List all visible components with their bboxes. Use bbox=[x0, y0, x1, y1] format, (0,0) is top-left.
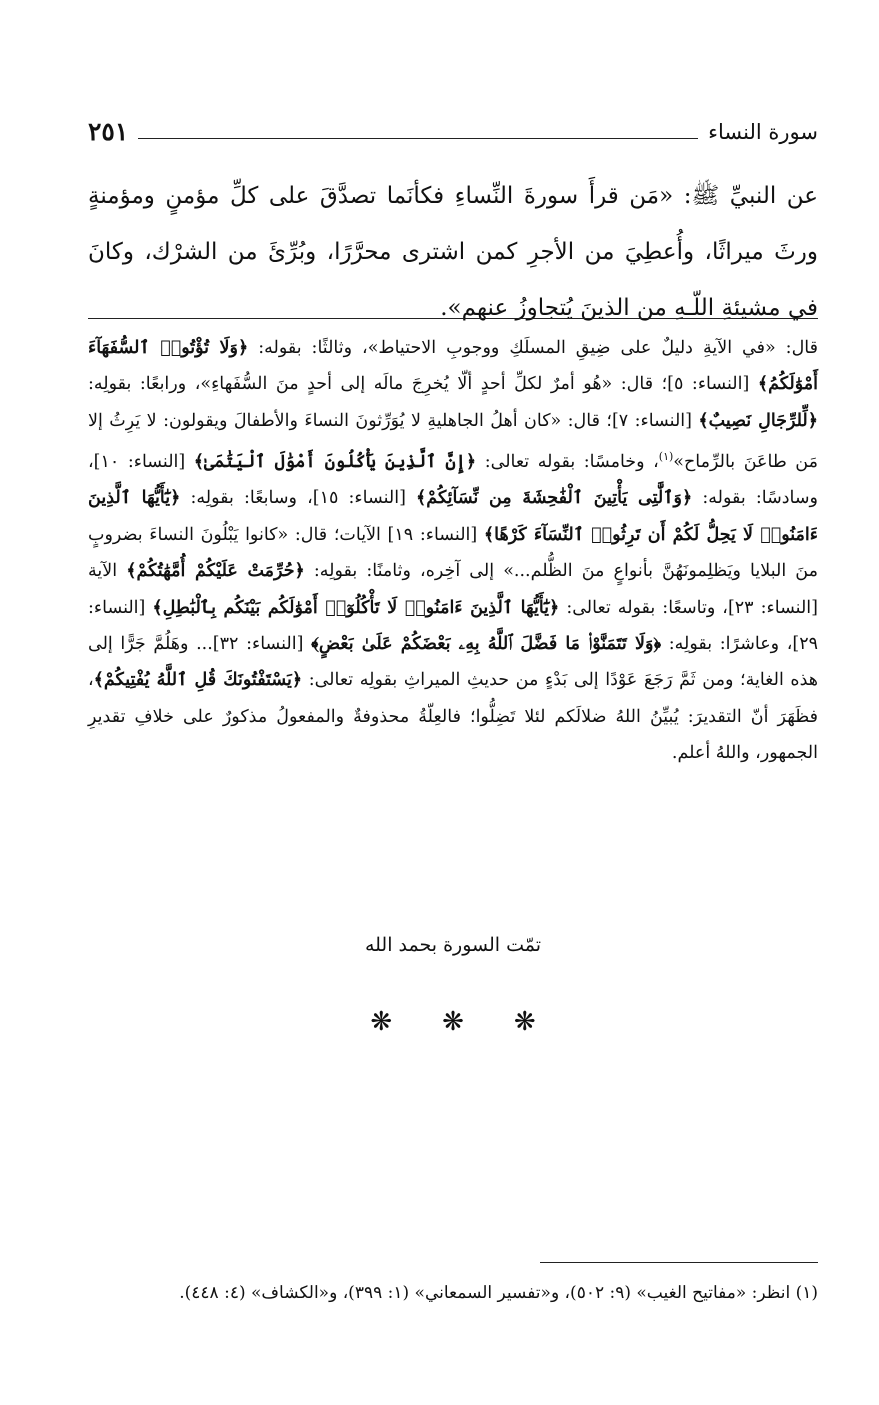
footnote-divider bbox=[540, 1262, 818, 1263]
running-header bbox=[88, 112, 818, 146]
quran-quote: ﴿يَٰٓأَيُّهَا ٱلَّذِينَ ءَامَنُوا۟ لَا يَحِلُّ لَكُمْ أَن تَرِثُوا۟ ٱلنِّسَآءَ كَرْهًا﴾ bbox=[88, 488, 818, 545]
commentary-text: [النساء: ١٥]، وسابعًا: بقولِه: bbox=[180, 488, 417, 509]
quran-quote: ﴿وَلَا تُؤْتُوا۟ ٱلسُّفَهَآءَ أَمْوَٰلَكُمُ﴾ bbox=[88, 338, 819, 395]
hadith-block bbox=[88, 168, 818, 336]
quran-quote: ﴿وَٱلَّٰتِى يَأْتِينَ ٱلْفَٰحِشَةَ مِن نِّسَآئِكُمْ﴾ bbox=[416, 488, 693, 509]
quran-quote: ﴿يَٰٓأَيُّهَا ٱلَّذِينَ ءَامَنُوا۟ لَا تَأْكُلُوٓا۟ أَمْوَٰلَكُم بَيْنَكُم بِٱلْبَٰطِلِ﴾ bbox=[152, 597, 560, 618]
commentary-text: ، فظَهَرَ أنّ التقديرَ: يُبيِّنُ اللهُ ضلالَكم لئلا تَضِلُّوا؛ فالعِلّةُ محذوفةٌ والمفعولُ مذكورٌ على خلافِ تقديرِ الجمهور، واللهُ أعلم. bbox=[88, 670, 818, 764]
commentary-text: [النساء: ١٩] الآيات؛ قال: «كانوا يَبْلُونَ النساءَ بضروبٍ منَ البلايا ويَظلِمونَهُنَّ بأنواعٍ منَ الظُّلم...» إلى آخِره، وثامنًا: بقولِه: bbox=[88, 524, 818, 582]
quran-quote: ﴿إِنَّ ٱلَّذِينَ يَأْكُلُونَ أَمْوَٰلَ ٱلْيَتَٰمَىٰ﴾ bbox=[193, 452, 477, 473]
hadith-divider bbox=[88, 318, 818, 319]
commentary-text: [النساء: ٣٢]... وهَلُمَّ جَرًّا إلى هذه الغاية؛ ومن ثَمَّ رَجَعَ عَوْدًا إلى بَدْءٍ من حديثِ الميراثِ بقولِه تعالى: bbox=[88, 634, 818, 691]
quran-quote: ﴿لِّلرِّجَالِ نَصِيبٌ﴾ bbox=[698, 410, 818, 431]
surah-closing: تمّت السورة بحمد الله bbox=[364, 934, 542, 956]
commentary-block bbox=[88, 330, 818, 772]
commentary-text: [النساء: ٧]؛ قال: «كان أهلُ الجاهليةِ لا يُوَرِّثونَ النساءَ والأطفالَ ويقولون: لا يَرِثُ إلا مَن طاعَنَ بالرِّماح» bbox=[88, 410, 818, 473]
commentary-text: قال: «في الآيةِ دليلٌ على ضِيقِ المسلَكِ ووجوبِ الاحتياط»، وثالثًا: بقوله: bbox=[248, 338, 818, 358]
surah-title: سورة النساء bbox=[708, 120, 818, 144]
section-end-ornament: ❋❋❋ bbox=[370, 1007, 586, 1037]
commentary-text: ، وخامسًا: بقوله تعالى: bbox=[476, 452, 659, 473]
footnote-marker: (١) bbox=[658, 450, 674, 464]
quran-quote: ﴿وَلَا تَتَمَنَّوْا۟ مَا فَضَّلَ ٱللَّهُ بِهِۦ بَعْضَكُمْ عَلَىٰ بَعْضٍ﴾ bbox=[311, 634, 662, 655]
commentary-text: [النساء: ٢٩]، وعاشرًا: بقولِه: bbox=[88, 597, 818, 655]
quran-quote: ﴿حُرِّمَتْ عَلَيْكُمْ أُمَّهَٰتُكُمْ﴾ bbox=[126, 561, 305, 582]
commentary-text: [النساء: ١٠]، وسادسًا: بقوله: bbox=[88, 452, 818, 509]
header-rule bbox=[138, 138, 698, 139]
hadith-text: عن النبيِّ ﷺ: «مَن قرأَ سورةَ النِّساءِ فكأنَما تصدَّقَ على كلِّ مؤمنٍ ومؤمنةٍ ورثَ ميراثًا، وأُعطِيَ من الأجرِ كمن اشترى محرَّرًا، وبُرِّئَ من الشرْك، وكانَ في مشيئةِ اللّـهِ من الذينَ يُتجاوزُ عنهم». bbox=[88, 183, 818, 321]
footnote: (١) انظر: «مفاتيح الغيب» (٩: ٥٠٢)، و«تفسير السمعاني» (١: ٣٩٩)، و«الكشاف» (٤: ٤٤٨). bbox=[179, 1283, 818, 1303]
commentary-text: الآية [النساء: ٢٣]، وتاسعًا: بقوله تعالى: bbox=[88, 561, 818, 618]
quran-quote: ﴿يَسْتَفْتُونَكَ قُلِ ٱللَّهُ يُفْتِيكُمْ﴾ bbox=[93, 670, 303, 691]
commentary-paragraph bbox=[88, 330, 818, 772]
commentary-text: [النساء: ٥]؛ قال: «هُو أمرٌ لكلِّ أحدٍ ألّا يُخرِجَ مالَه إلى أحدٍ منَ السُّفَهاءِ»، ورابعًا: بقولِه: bbox=[88, 374, 758, 395]
page-number: ٢٥١ bbox=[88, 117, 129, 146]
